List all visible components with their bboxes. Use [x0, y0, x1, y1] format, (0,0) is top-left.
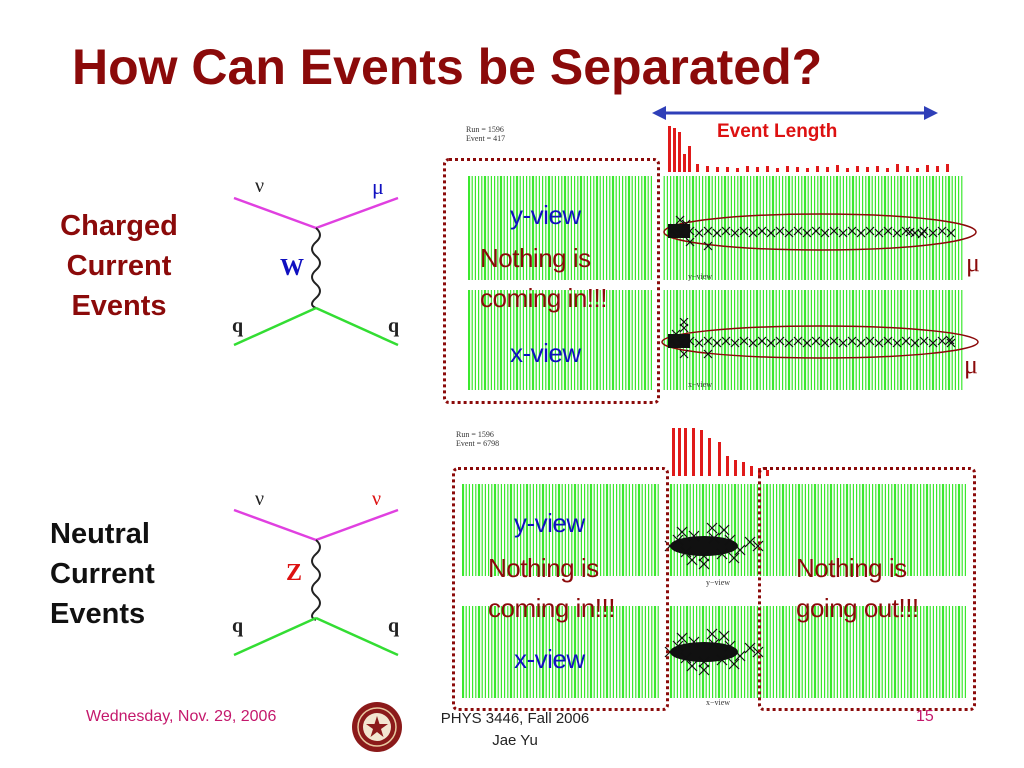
footer-course-info: [420, 708, 610, 752]
slide-title: How Can Events be Separated?: [72, 39, 823, 95]
cc-q-right: q: [388, 315, 400, 337]
nc-nothing-out-line-1: Nothing is: [796, 553, 907, 583]
nc-nothing-coming-in: [488, 548, 615, 628]
histogram-bar: [796, 167, 799, 172]
cc-energy-histogram: [662, 124, 962, 172]
cc-mu-symbol: μ: [372, 174, 384, 199]
nc-nothing-in-line-1: Nothing is: [488, 553, 599, 583]
histogram-bar: [668, 126, 671, 172]
histogram-bar: [906, 166, 909, 172]
histogram-bar: [926, 165, 929, 172]
neutral-label-line-1: Neutral: [50, 518, 150, 550]
histogram-bar: [916, 168, 919, 172]
histogram-bar: [786, 166, 789, 172]
charged-label-line-3: Events: [71, 290, 167, 322]
histogram-bar: [936, 166, 939, 172]
w-boson-symbol: W: [280, 255, 304, 281]
nc-nothing-going-out: [796, 548, 919, 628]
cc-y-view-label: y-view: [510, 200, 581, 230]
cc-x-view-muon-track: [660, 318, 980, 370]
histogram-bar: [734, 460, 737, 476]
nc-nothing-in-line-2: coming in!!!: [488, 593, 615, 623]
histogram-bar: [726, 167, 729, 172]
cc-x-view-small-label: x−view: [688, 380, 713, 389]
histogram-bar: [718, 442, 721, 476]
shower-core: [670, 642, 738, 662]
cc-x-view-label: x-view: [510, 338, 581, 368]
university-seal-logo: [350, 700, 404, 754]
z-boson-symbol: Z: [286, 560, 303, 586]
histogram-bar: [896, 164, 899, 172]
neutral-current-label: [50, 514, 180, 634]
cc-nothing-line-1: Nothing is: [480, 243, 591, 273]
nc-y-view-small-label: y−view: [706, 578, 731, 587]
charged-label-line-1: Charged: [60, 210, 178, 242]
cc-nothing-line-2: coming in!!!: [480, 283, 607, 313]
nc-run-info: [456, 430, 499, 448]
cc-y-view-small-label: y−view: [688, 272, 713, 281]
nc-run-number: Run = 1596: [456, 430, 494, 439]
histogram-bar: [683, 154, 686, 172]
histogram-bar: [750, 466, 753, 476]
neutral-current-feynman-diagram: [220, 480, 410, 665]
neutral-label-line-2: Current: [50, 558, 155, 590]
footer-author: Jae Yu: [492, 732, 538, 749]
histogram-bar: [776, 168, 779, 172]
histogram-bar: [766, 166, 769, 172]
histogram-bar: [946, 164, 949, 172]
histogram-bar: [742, 462, 745, 476]
histogram-bar: [706, 166, 709, 172]
cc-run-number: Run = 1596: [466, 125, 504, 134]
neutral-label-line-3: Events: [50, 598, 146, 630]
nc-event-number: Event = 6798: [456, 439, 500, 448]
histogram-bar: [876, 166, 879, 172]
footer-page-number: 15: [916, 708, 934, 725]
cc-mu-top-label: μ: [966, 248, 980, 277]
event-length-arrow: [650, 103, 940, 123]
nc-q-right: q: [388, 615, 400, 637]
histogram-bar: [886, 168, 889, 172]
footer-date: Wednesday, Nov. 29, 2006: [86, 708, 277, 725]
charged-current-label: [48, 206, 190, 326]
histogram-bar: [866, 167, 869, 172]
histogram-bar: [673, 128, 676, 172]
histogram-bar: [756, 167, 759, 172]
histogram-bar: [816, 166, 819, 172]
histogram-bar: [696, 164, 699, 172]
histogram-bar: [746, 166, 749, 172]
nc-nu-left-symbol: ν: [255, 488, 265, 510]
histogram-bar: [726, 456, 729, 476]
cc-mu-bottom-label: μ: [964, 350, 978, 379]
nc-x-view-small-label: x−view: [706, 698, 731, 707]
histogram-bar: [716, 167, 719, 172]
cc-nu-symbol: ν: [255, 175, 265, 197]
histogram-bar: [836, 165, 839, 172]
histogram-bar: [700, 430, 703, 476]
cc-event-number: Event = 417: [466, 134, 506, 143]
charged-label-line-2: Current: [66, 250, 172, 282]
histogram-bar: [688, 146, 691, 172]
cc-run-info: [466, 125, 505, 143]
histogram-bar: [826, 167, 829, 172]
histogram-bar: [708, 438, 711, 476]
histogram-bar: [692, 428, 695, 476]
histogram-bar: [856, 166, 859, 172]
nc-nothing-out-line-2: going out!!!: [796, 593, 919, 623]
charged-current-feynman-diagram: [220, 170, 410, 355]
nc-nu-right-symbol: ν: [372, 488, 382, 510]
histogram-bar: [678, 132, 681, 172]
cc-q-left: q: [232, 315, 244, 337]
event-length-label: Event Length: [717, 121, 838, 142]
nc-q-left: q: [232, 615, 244, 637]
histogram-bar: [672, 428, 675, 476]
cc-nothing-coming-in: [480, 238, 607, 318]
histogram-bar: [684, 428, 687, 476]
histogram-bar: [678, 428, 681, 476]
nc-y-view-label: y-view: [514, 508, 585, 538]
histogram-bar: [736, 168, 739, 172]
track-highlight-ellipse: [664, 214, 976, 250]
histogram-bar: [846, 168, 849, 172]
nc-x-view-label: x-view: [514, 644, 585, 674]
footer-course: PHYS 3446, Fall 2006: [440, 710, 590, 727]
cc-y-view-muon-track: [660, 206, 980, 266]
shower-core: [670, 536, 738, 556]
histogram-bar: [806, 168, 809, 172]
